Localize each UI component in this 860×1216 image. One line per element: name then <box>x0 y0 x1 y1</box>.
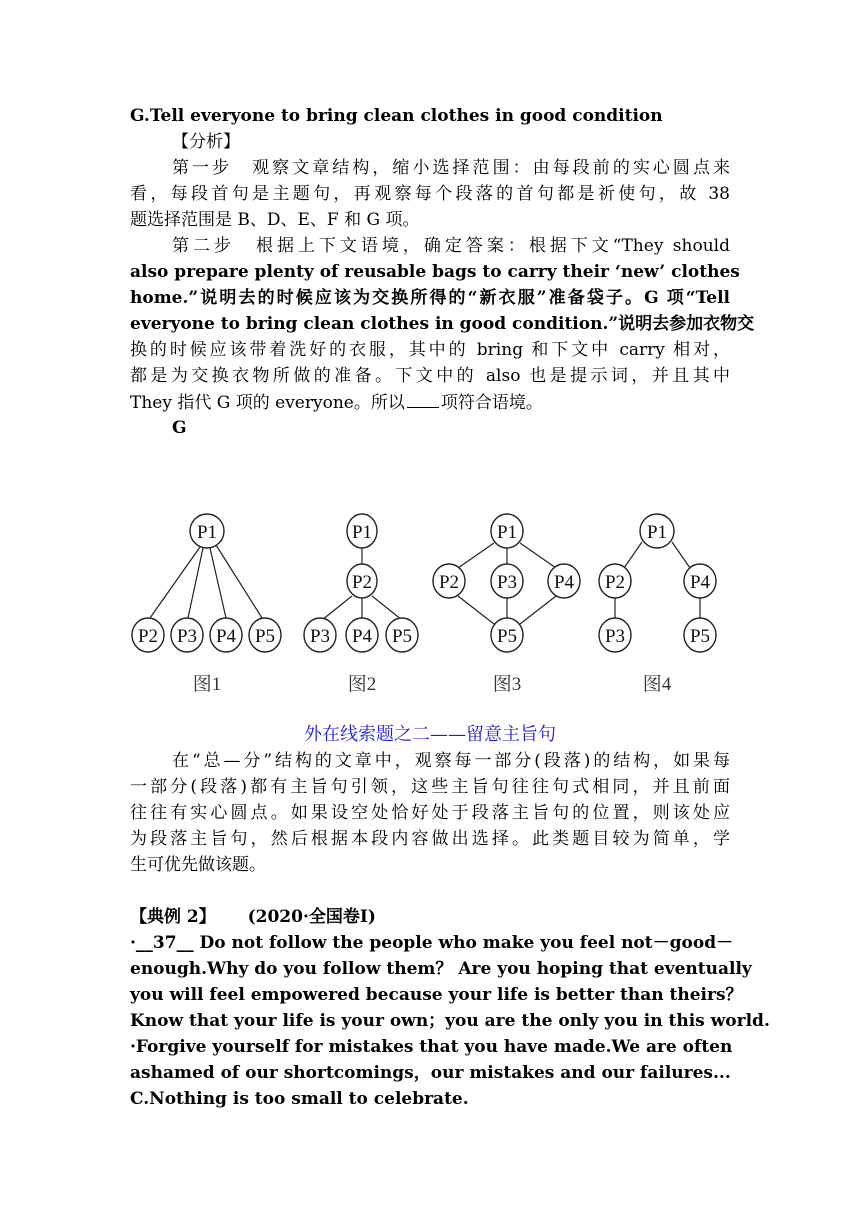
fig2-label-p3: P3 <box>309 626 331 647</box>
fig4-label-p5: P5 <box>689 626 711 647</box>
fig1-caption: 图1 <box>192 674 222 695</box>
analysis-heading: 【分析】 <box>172 132 240 152</box>
example-heading <box>130 904 730 930</box>
fig2-label-p4: P4 <box>351 626 373 647</box>
step1-line-3: 题选择范围是 B、D、E、F 和 G 项。 <box>130 210 420 230</box>
fig2-label-p1: P1 <box>351 522 373 543</box>
fig2-label-p5: P5 <box>391 626 413 647</box>
fig3-label-p2: P2 <box>438 572 460 593</box>
step1-line-2: 看，每段首句是主题句，再观察每个段落的首句都是祈使句，故 38 <box>130 184 730 204</box>
fig3-label-p3: P3 <box>496 572 518 593</box>
fig3-label-p5: P5 <box>496 626 518 647</box>
example-label: 【典例 2】 <box>130 907 216 927</box>
step2-line-7-text: They 指代 G 项的 everyone。所以 <box>130 393 405 413</box>
fig2-label-p2: P2 <box>351 572 373 593</box>
example-line-3: you will feel empowered because your life is better than theirs？ <box>130 985 743 1005</box>
step2-line-7 <box>130 389 730 416</box>
example-line-4: Know that your life is your own；you are the only you in this world. <box>130 1011 770 1031</box>
fig1-label-p1: P1 <box>196 522 218 543</box>
example-line-2: enough.Why do you follow them？ Are you hoping that eventually <box>130 959 752 979</box>
fig4-label-p3: P3 <box>604 626 626 647</box>
example-line-5: ·Forgive yourself for mistakes that you have made.We are often <box>130 1037 733 1057</box>
answer: G <box>172 418 187 438</box>
fig1-label-p2: P2 <box>137 626 159 647</box>
section-body-line-4: 为段落主旨句，然后根据本段内容做出选择。此类题目较为简单，学 <box>130 829 730 849</box>
fig1-label-p5: P5 <box>254 626 276 647</box>
example-line-6: ashamed of our shortcomings，our mistakes and our failures... <box>130 1063 731 1083</box>
example-line-1: ·__37__ Do not follow the people who make you feel not－good－ <box>130 933 734 953</box>
section-body-line-3: 往往有实心圆点。如果设空处恰好处于段落主旨句的位置，则该处应 <box>130 803 730 823</box>
fig4-label-p4: P4 <box>689 572 711 593</box>
step2-line-7-tail: 项符合语境。 <box>440 393 543 413</box>
section-title: 外在线索题之二——留意主旨句 <box>304 724 556 745</box>
step2-line-6: 都是为交换衣物所做的准备。下文中的 also 也是提示词，并且其中 <box>130 366 730 386</box>
example-option-c: C.Nothing is too small to celebrate. <box>130 1089 469 1109</box>
fig1-label-p3: P3 <box>176 626 198 647</box>
step1-line-1: 第一步 观察文章结构，缩小选择范围：由每段前的实心圆点来 <box>172 158 730 178</box>
section-body-line-1: 在“总—分”结构的文章中，观察每一部分(段落)的结构，如果每 <box>172 751 730 771</box>
step2-line-5: 换的时候应该带着洗好的衣服，其中的 bring 和下文中 carry 相对， <box>130 340 730 360</box>
section-body-line-2: 一部分(段落)都有主旨句引领，这些主旨句往往句式相同，并且前面 <box>130 777 730 797</box>
fig4-label-p2: P2 <box>604 572 626 593</box>
option-g-line: G.Tell everyone to bring clean clothes in good condition <box>130 106 663 126</box>
step2-line-4: everyone to bring clean clothes in good condition.”说明去参加衣物交 <box>130 314 755 334</box>
fig3-caption: 图3 <box>492 674 522 695</box>
example-source: (2020·全国卷I) <box>247 907 376 927</box>
step2-line-1: 第二步 根据上下文语境，确定答案：根据下文“They should <box>172 236 730 256</box>
fig4-caption: 图4 <box>642 674 672 695</box>
section-body-line-5: 生可优先做该题。 <box>130 855 266 875</box>
step2-line-2: also prepare plenty of reusable bags to carry their ‘new’ clothes <box>130 262 740 282</box>
fig4-label-p1: P1 <box>646 522 668 543</box>
fig3-label-p4: P4 <box>553 572 575 593</box>
step2-line-3: home.”说明去的时候应该为交换所得的“新衣服”准备袋子。G 项“Tell <box>130 288 730 308</box>
paragraph-structure-diagrams <box>0 500 860 720</box>
fig3-label-p1: P1 <box>496 522 518 543</box>
fig2-caption: 图2 <box>347 674 377 695</box>
answer-blank <box>407 389 439 408</box>
fig1-label-p4: P4 <box>215 626 237 647</box>
